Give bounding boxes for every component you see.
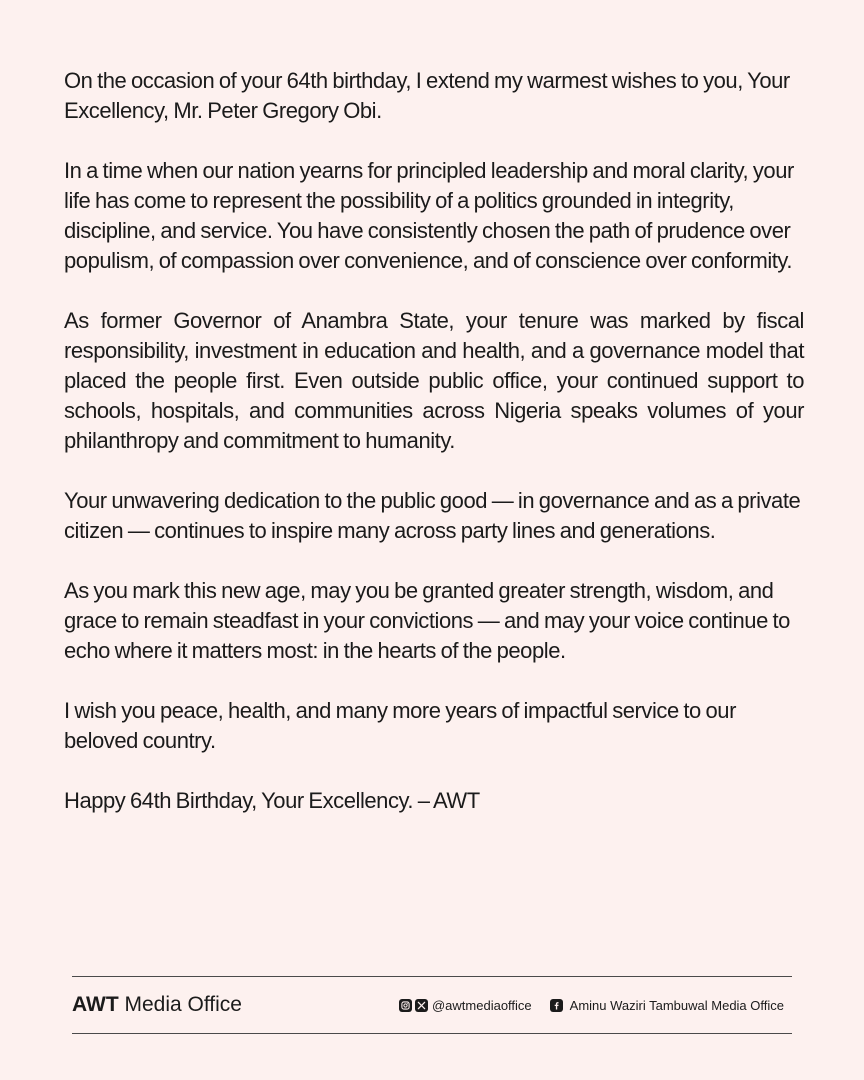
letter-body (64, 66, 804, 846)
brand-rest: Media Office (118, 993, 242, 1016)
paragraph-greeting: On the occasion of your 64th birthday, I extend my warmest wishes to you, Your Excellency, Mr. Peter Gregory Obi. (64, 68, 790, 123)
facebook-page-name: Aminu Waziri Tambuwal Media Office (569, 997, 784, 1013)
facebook-icon (550, 999, 563, 1012)
instagram-icon[interactable] (399, 999, 412, 1012)
paragraph-dedication: Your unwavering dedication to the public good — in governance and as a private citizen — continues to inspire many across party lines and generations. (64, 488, 801, 543)
brand-name (72, 993, 242, 1017)
paragraph-governor: As former Governor of Anambra State, your tenure was marked by fiscal responsibility, investment in education and health, and a governance model that placed the people first. Even outside public office, your continued support to schools, hospitals, and communities across Nigeria speaks volumes of your philanthropy and commitment to humanity. (64, 308, 804, 453)
social-handle[interactable]: @awtmediaoffice (431, 997, 532, 1013)
social-links (399, 998, 792, 1013)
paragraph-wishes: I wish you peace, health, and many more years of impactful service to our beloved country. (64, 698, 736, 753)
x-icon[interactable] (415, 999, 428, 1012)
facebook-link[interactable] (550, 998, 784, 1013)
paragraph-leadership: In a time when our nation yearns for principled leadership and moral clarity, your life has come to represent the possibility of a politics grounded in integrity, discipline, and service. You have consistently chosen the path of prudence over populism, of compassion over convenience, and of conscience over conformity. (64, 158, 794, 273)
footer-bar (72, 976, 792, 1034)
paragraph-new-age: As you mark this new age, may you be granted greater strength, wisdom, and grace to remain steadfast in your convictions — and may your voice continue to echo where it matters most: in the hearts of the people. (64, 578, 790, 663)
brand-bold: AWT (72, 993, 119, 1016)
paragraph-signoff: Happy 64th Birthday, Your Excellency. – AWT (64, 788, 480, 813)
